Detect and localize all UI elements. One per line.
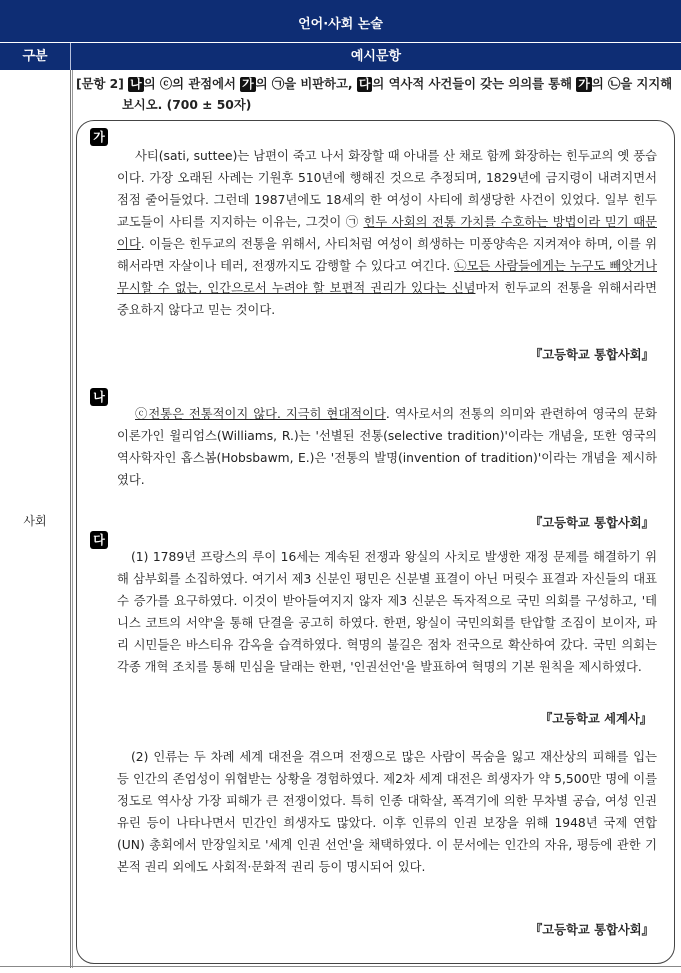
column-example-header: 예시문항	[350, 49, 402, 64]
passage-na-text: ⓒ전통은 전통적이지 않다. 지극히 현대적이다. 역사로서의 전통의 의미와 관련하여 영국의 문화 이론가인 윌리엄스(Williams, R.)는 '선별된 전통(selective tradition)'이라는 개념을, 또한 영국의 역사학자인 홉스봄(Hobsbawm, E.)은 '전통의 발명(invention of tradition)'이라는 개념을 제시하였다.	[117, 407, 657, 487]
passage-ga-badge: 가	[90, 128, 108, 146]
tag-ga: 가	[578, 77, 590, 91]
tag-da: 다	[358, 77, 371, 91]
passage-ga-text: 사티(sati, suttee)는 남편이 죽고 나서 화장할 때 아내를 산 채로 함께 화장하는 힌두교의 옛 풍습이다. 가장 오래된 사례는 기원후 510년에 행해진 것으로 추정되며, 1829년에 금지령이 내려지면서 점점 줄어들었다. 그런데 1987년에도 18세의 한 여성이 사티에 희생당한 사건이 있었다. 일부 힌두교도들이 사티를 지지하는 이유는, 그것이 ㉠ 힌두 사회의 전통 가치를 수호하는 방법이라 믿기 때문이다. 이들은 힌두교의 전통을 위해서, 사티처럼 여성이 희생하는 미풍양속은 지켜져야 하며, 이를 위해서라면 자살이나 테러, 전쟁까지도 감행할 수 있다고 여긴다. ㉡모든 사람들에게는 누구도 빼앗거나 무시할 수 없는, 인간으로서 누려야 할 보편적 권리가 있다는 신념마저 힌두교의 전통을 위해서라면 중요하지 않다고 믿는 것이다.	[117, 149, 658, 317]
column-category-header: 구분	[0, 43, 71, 70]
passage-da-badge: 다	[90, 531, 108, 549]
category-label: 사회	[23, 514, 47, 528]
passage-da-text-1: (1) 1789년 프랑스의 루이 16세는 계속된 전쟁과 왕실의 사치로 발생한 재정 문제를 해결하기 위해 삼부회를 소집하였다. 여기서 제3 신분인 평민은 신분별 표결이 아닌 머릿수 표결과 자신들의 대표 수 증가를 요구하였다. 이것이 받아들여지지 않자 제3 신분은 독자적으로 국민 의회를 구성하고, '테니스 코트의 서약'을 통해 단결을 공고히 하였다. 한편, 왕실이 국민의회를 탄압할 조짐이 보이자, 파리 시민들은 바스티유 감옥을 습격하였다. 혁명의 불길은 점차 전국으로 확산하여 갔다. 국민 의회는 각종 개혁 조치를 통해 민심을 달래는 한편, '인권선언'을 발표하여 혁명의 기본 원칙을 제시하였다.	[117, 550, 657, 674]
tag-na: 나	[130, 77, 142, 91]
tag-ga: 가	[242, 77, 254, 91]
question-prompt	[76, 74, 676, 116]
table-bottom-border	[0, 966, 681, 967]
passage-da-text-2: (2) 인류는 두 차례 세계 대전을 겪으며 전쟁으로 많은 사람이 목숨을 잃고 재산상의 피해를 입는 등 인간의 존엄성이 위협받는 상황을 경험하였다. 제2차 세계 대전은 희생자가 약 5,500만 명에 이를 정도로 역사상 가장 피해가 큰 전쟁이었다. 특히 인종 대학살, 폭격기에 의한 무차별 공습, 여성 인권 유린 등이 나타나면서 민간인 희생자도 많았다. 이후 인류의 인권 보장을 위해 1948년 국제 연합(UN) 총회에서 만장일치로 '세계 인권 선언'을 채택하였다. 이 문서에는 인간의 자유, 평등에 관한 기본적 권리 외에도 사회적·문화적 권리 등이 명시되어 있다.	[117, 750, 657, 874]
prompt-line-2: 보시오. (700 ± 50자)	[122, 98, 252, 112]
passage-na-badge: 나	[90, 388, 108, 406]
column-divider-inner	[72, 70, 73, 968]
page-title: 언어·사회 논술	[298, 17, 383, 32]
column-divider	[70, 70, 71, 968]
prompt-line-1: [문항 2] 나 의 ⓒ의 관점에서 가 의 ㉠을 비판하고, 다 의 역사적 사건들이 갖는 의의를 통해 가 의 ㉡을 지지해	[76, 77, 673, 91]
passage-da-source-1: 『고등학교 세계사』	[540, 712, 653, 726]
passage-da-source-2: 『고등학교 통합사회』	[530, 923, 654, 937]
passage-na-source: 『고등학교 통합사회』	[530, 516, 654, 530]
table-header	[0, 43, 681, 70]
passage-ga-source: 『고등학교 통합사회』	[530, 348, 654, 362]
